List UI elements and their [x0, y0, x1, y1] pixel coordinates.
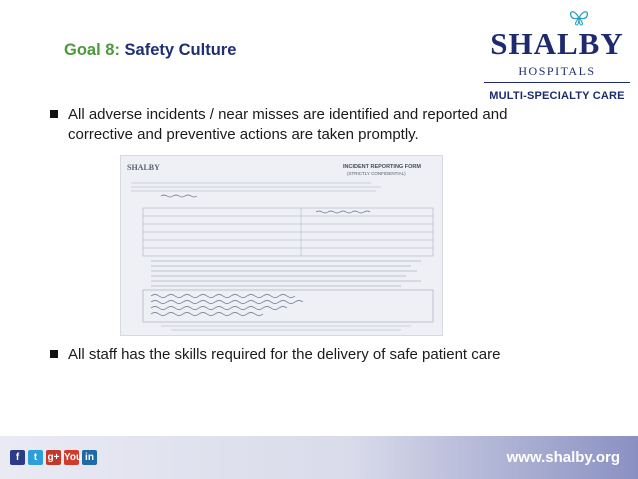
shalby-logo	[482, 6, 632, 112]
youtube-icon[interactable]: You	[64, 452, 83, 463]
logo-hospitals: HOSPITALS	[518, 64, 596, 78]
bullet-staff-skills	[50, 345, 570, 365]
logo-brand: SHALBY	[490, 26, 624, 61]
title-colon: :	[114, 41, 120, 59]
form-header-sub: (STRICTLY CONFIDENTIAL)	[347, 171, 406, 176]
logo-tagline: MULTI-SPECIALTY CARE	[489, 90, 625, 102]
butterfly-icon	[568, 6, 590, 28]
goal-topic: Safety Culture	[119, 41, 237, 59]
facebook-icon[interactable]: f	[10, 450, 25, 465]
linkedin-icon[interactable]: in	[82, 450, 97, 465]
incident-form-image	[120, 155, 443, 336]
bullet-incidents	[50, 105, 550, 145]
bullet-text: All adverse incidents / near misses are identified and reported and corrective and preventive actions are taken promptly.	[68, 106, 508, 143]
goal-number: Goal 8	[64, 41, 115, 59]
bullet-text: All staff has the skills required for the delivery of safe patient care	[68, 346, 501, 363]
form-brand: SHALBY	[127, 163, 160, 172]
footer-bar	[0, 436, 638, 479]
page-title	[64, 41, 236, 60]
social-links	[10, 450, 100, 466]
bullet-square-icon	[50, 350, 58, 358]
twitter-icon[interactable]: t	[28, 450, 43, 465]
form-header-title: INCIDENT REPORTING FORM	[343, 164, 421, 170]
google-plus-icon[interactable]: g+	[47, 452, 60, 463]
website-link[interactable]: www.shalby.org	[506, 449, 620, 466]
bullet-square-icon	[50, 110, 58, 118]
incident-form-scan	[121, 156, 442, 335]
logo-divider	[484, 82, 630, 83]
